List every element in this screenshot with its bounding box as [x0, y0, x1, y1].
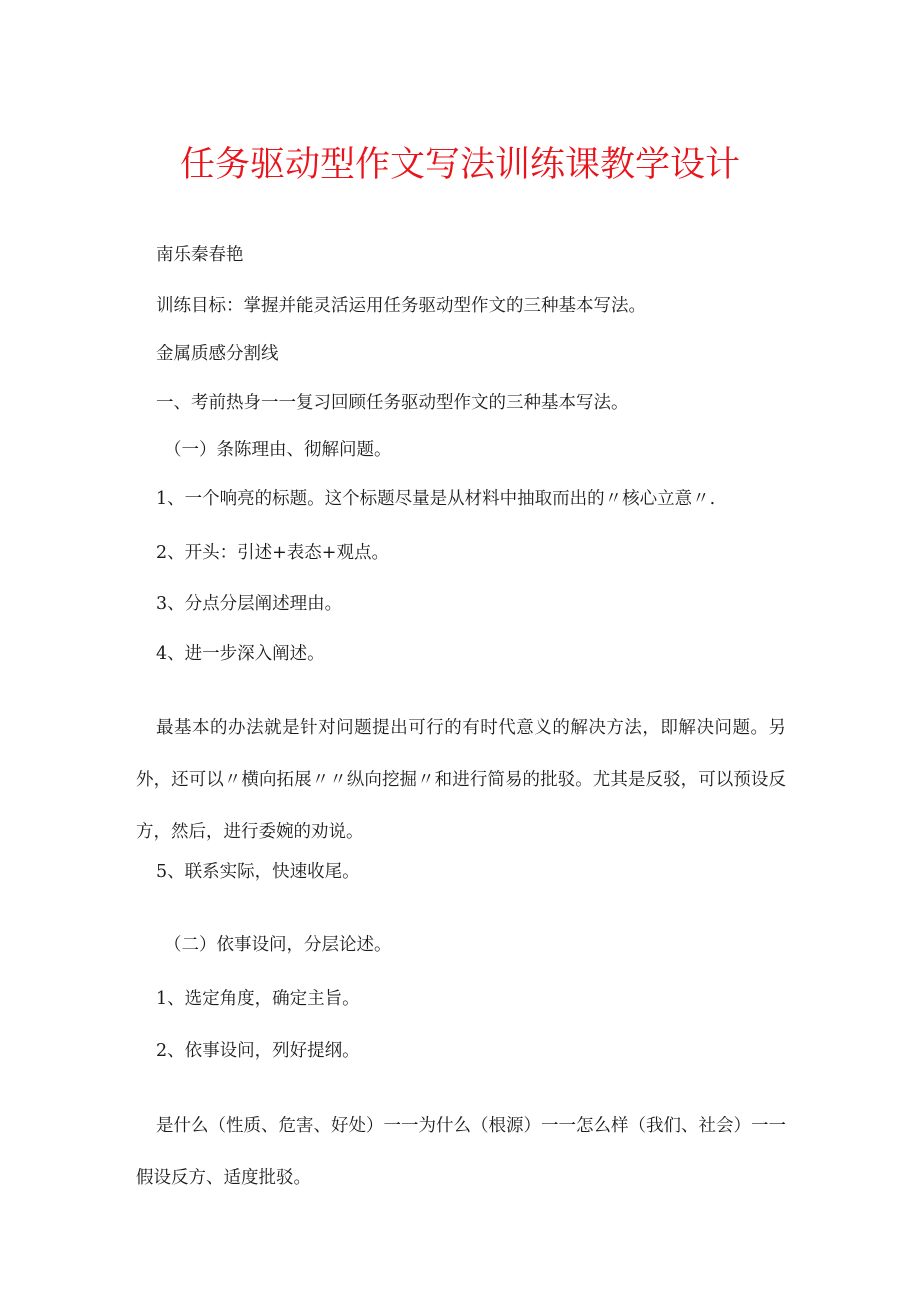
divider-label: 金属质感分割线 — [156, 344, 279, 364]
list-item-1-3: 3、分点分层阐述理由。 — [156, 594, 343, 614]
list-item-2-1: 1、选定角度，确定主旨。 — [156, 989, 360, 1009]
paragraph-1: 最基本的办法就是针对问题提出可行的有时代意义的解决方法，即解决问题。另外，还可以〃横向拓展〃〃纵向挖掘〃和进行简易的批驳。尤其是反驳，可以预设反方，然后，进行委婉的劝说。 — [136, 718, 786, 842]
section-heading-1: 一、考前热身一一复习回顾任务驱动型作文的三种基本写法。 — [156, 393, 629, 413]
training-goal: 训练目标：掌握并能灵活运用任务驱动型作文的三种基本写法。 — [156, 296, 646, 316]
author-line: 南乐秦春艳 — [156, 245, 244, 265]
paragraph-2: 是什么（性质、危害、好处）一一为什么（根源）一一怎么样（我们、社会）一一假设反方、适度批驳。 — [136, 1116, 786, 1188]
list-item-1-2: 2、开头：引述+表态+观点。 — [156, 543, 389, 563]
list-item-1-1: 1、一个响亮的标题。这个标题尽量是从材料中抽取而出的〃核心立意〃. — [156, 489, 716, 509]
subsection-heading-1: （一）条陈理由、彻解问题。 — [164, 440, 392, 460]
document-title: 任务驱动型作文写法训练课教学设计 — [179, 145, 740, 185]
list-item-1-5: 5、联系实际，快速收尾。 — [156, 862, 360, 882]
subsection-heading-2: （二）依事设问，分层论述。 — [164, 935, 392, 955]
list-item-1-4: 4、进一步深入阐述。 — [156, 644, 325, 664]
list-item-2-2: 2、依事设问，列好提纲。 — [156, 1041, 360, 1061]
